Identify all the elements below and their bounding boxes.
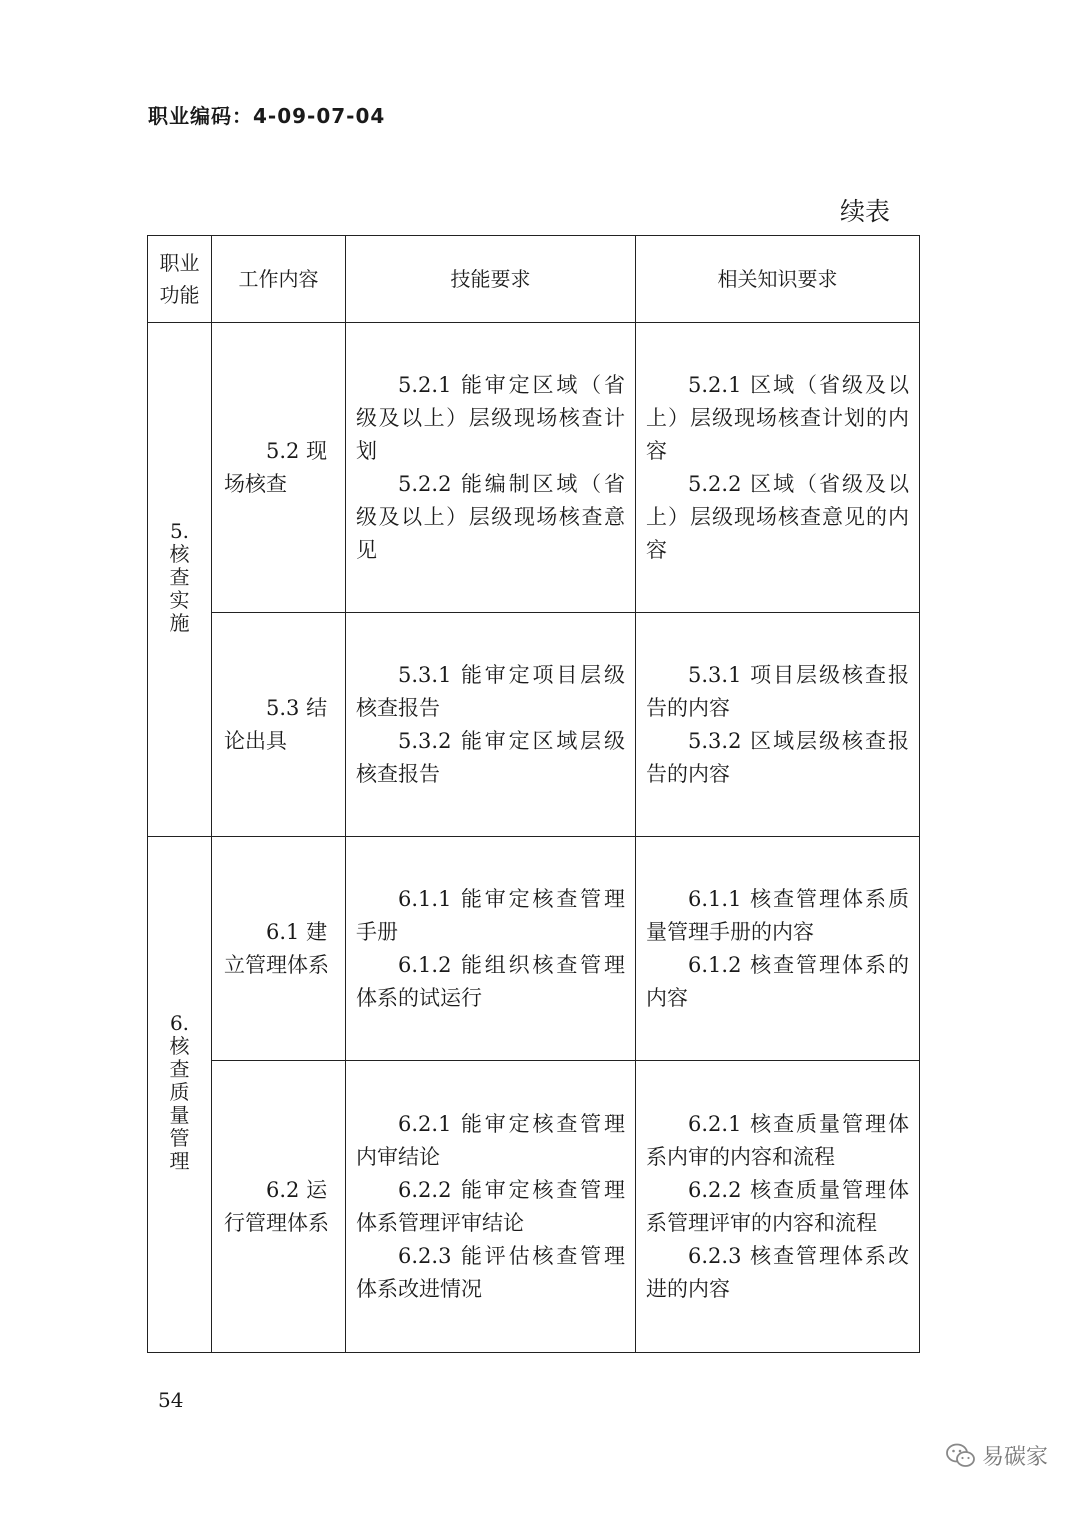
skill-item: 5.3.2 能审定区域层级核查报告	[356, 728, 625, 786]
work-content-label: 5.3 结论出具	[224, 695, 328, 753]
knowledge-cell	[636, 1061, 920, 1353]
page-number: 54	[158, 1388, 184, 1412]
work-content-cell	[212, 837, 346, 1061]
work-content-label: 6.1 建立管理体系	[224, 919, 329, 977]
work-content-label: 6.2 运行管理体系	[224, 1177, 329, 1235]
function-cell	[148, 323, 212, 837]
watermark-text: 易碳家	[981, 1445, 1048, 1470]
skill-item: 5.3.1 能审定项目层级核查报告	[356, 662, 625, 720]
table-header-row	[148, 236, 920, 323]
skill-item: 6.2.3 能评估核查管理体系改进情况	[356, 1243, 625, 1301]
knowledge-item: 5.2.1 区域（省级及以上）层级现场核查计划的内容	[646, 372, 909, 463]
skill-item: 6.1.1 能审定核查管理手册	[356, 886, 625, 944]
table-row	[148, 613, 920, 837]
work-content-cell	[212, 1061, 346, 1353]
skill-cell	[346, 1061, 636, 1353]
skill-cell	[346, 323, 636, 613]
continued-label: 续表	[839, 197, 890, 226]
skill-item: 6.2.2 能审定核查管理体系管理评审结论	[356, 1177, 625, 1235]
knowledge-item: 6.1.2 核查管理体系的内容	[646, 952, 909, 1010]
work-content-label: 5.2 现场核查	[224, 438, 328, 496]
knowledge-cell	[636, 613, 920, 837]
header-work-content: 工作内容	[212, 236, 346, 323]
header-skill-requirements: 技能要求	[346, 236, 636, 323]
skill-item: 6.1.2 能组织核查管理体系的试运行	[356, 952, 625, 1010]
occupation-standard-table	[147, 235, 920, 1353]
function-label: 6.核查质量管理	[169, 1010, 190, 1173]
function-label: 5.核查实施	[169, 518, 190, 635]
skill-cell	[346, 613, 636, 837]
table-row	[148, 1061, 920, 1353]
knowledge-cell	[636, 837, 920, 1061]
header-function: 职业功能	[148, 236, 212, 323]
knowledge-item: 6.1.1 核查管理体系质量管理手册的内容	[646, 886, 909, 944]
work-content-cell	[212, 613, 346, 837]
knowledge-item: 6.2.3 核查管理体系改进的内容	[646, 1243, 909, 1301]
knowledge-item: 5.2.2 区域（省级及以上）层级现场核查意见的内容	[646, 471, 909, 562]
knowledge-cell	[636, 323, 920, 613]
knowledge-item: 5.3.2 区域层级核查报告的内容	[646, 728, 909, 786]
table-row	[148, 323, 920, 613]
skill-item: 6.2.1 能审定核查管理内审结论	[356, 1111, 625, 1169]
knowledge-item: 6.2.1 核查质量管理体系内审的内容和流程	[646, 1111, 909, 1169]
work-content-cell	[212, 323, 346, 613]
occupation-code: 职业编码：4-09-07-04	[148, 104, 386, 128]
skill-item: 5.2.2 能编制区域（省级及以上）层级现场核查意见	[356, 471, 625, 562]
table-row	[148, 837, 920, 1061]
header-knowledge-requirements: 相关知识要求	[636, 236, 920, 323]
wechat-icon	[946, 1443, 976, 1469]
watermark	[946, 1440, 1048, 1471]
knowledge-item: 6.2.2 核查质量管理体系管理评审的内容和流程	[646, 1177, 909, 1235]
knowledge-item: 5.3.1 项目层级核查报告的内容	[646, 662, 909, 720]
skill-cell	[346, 837, 636, 1061]
skill-item: 5.2.1 能审定区域（省级及以上）层级现场核查计划	[356, 372, 625, 463]
function-cell	[148, 837, 212, 1353]
